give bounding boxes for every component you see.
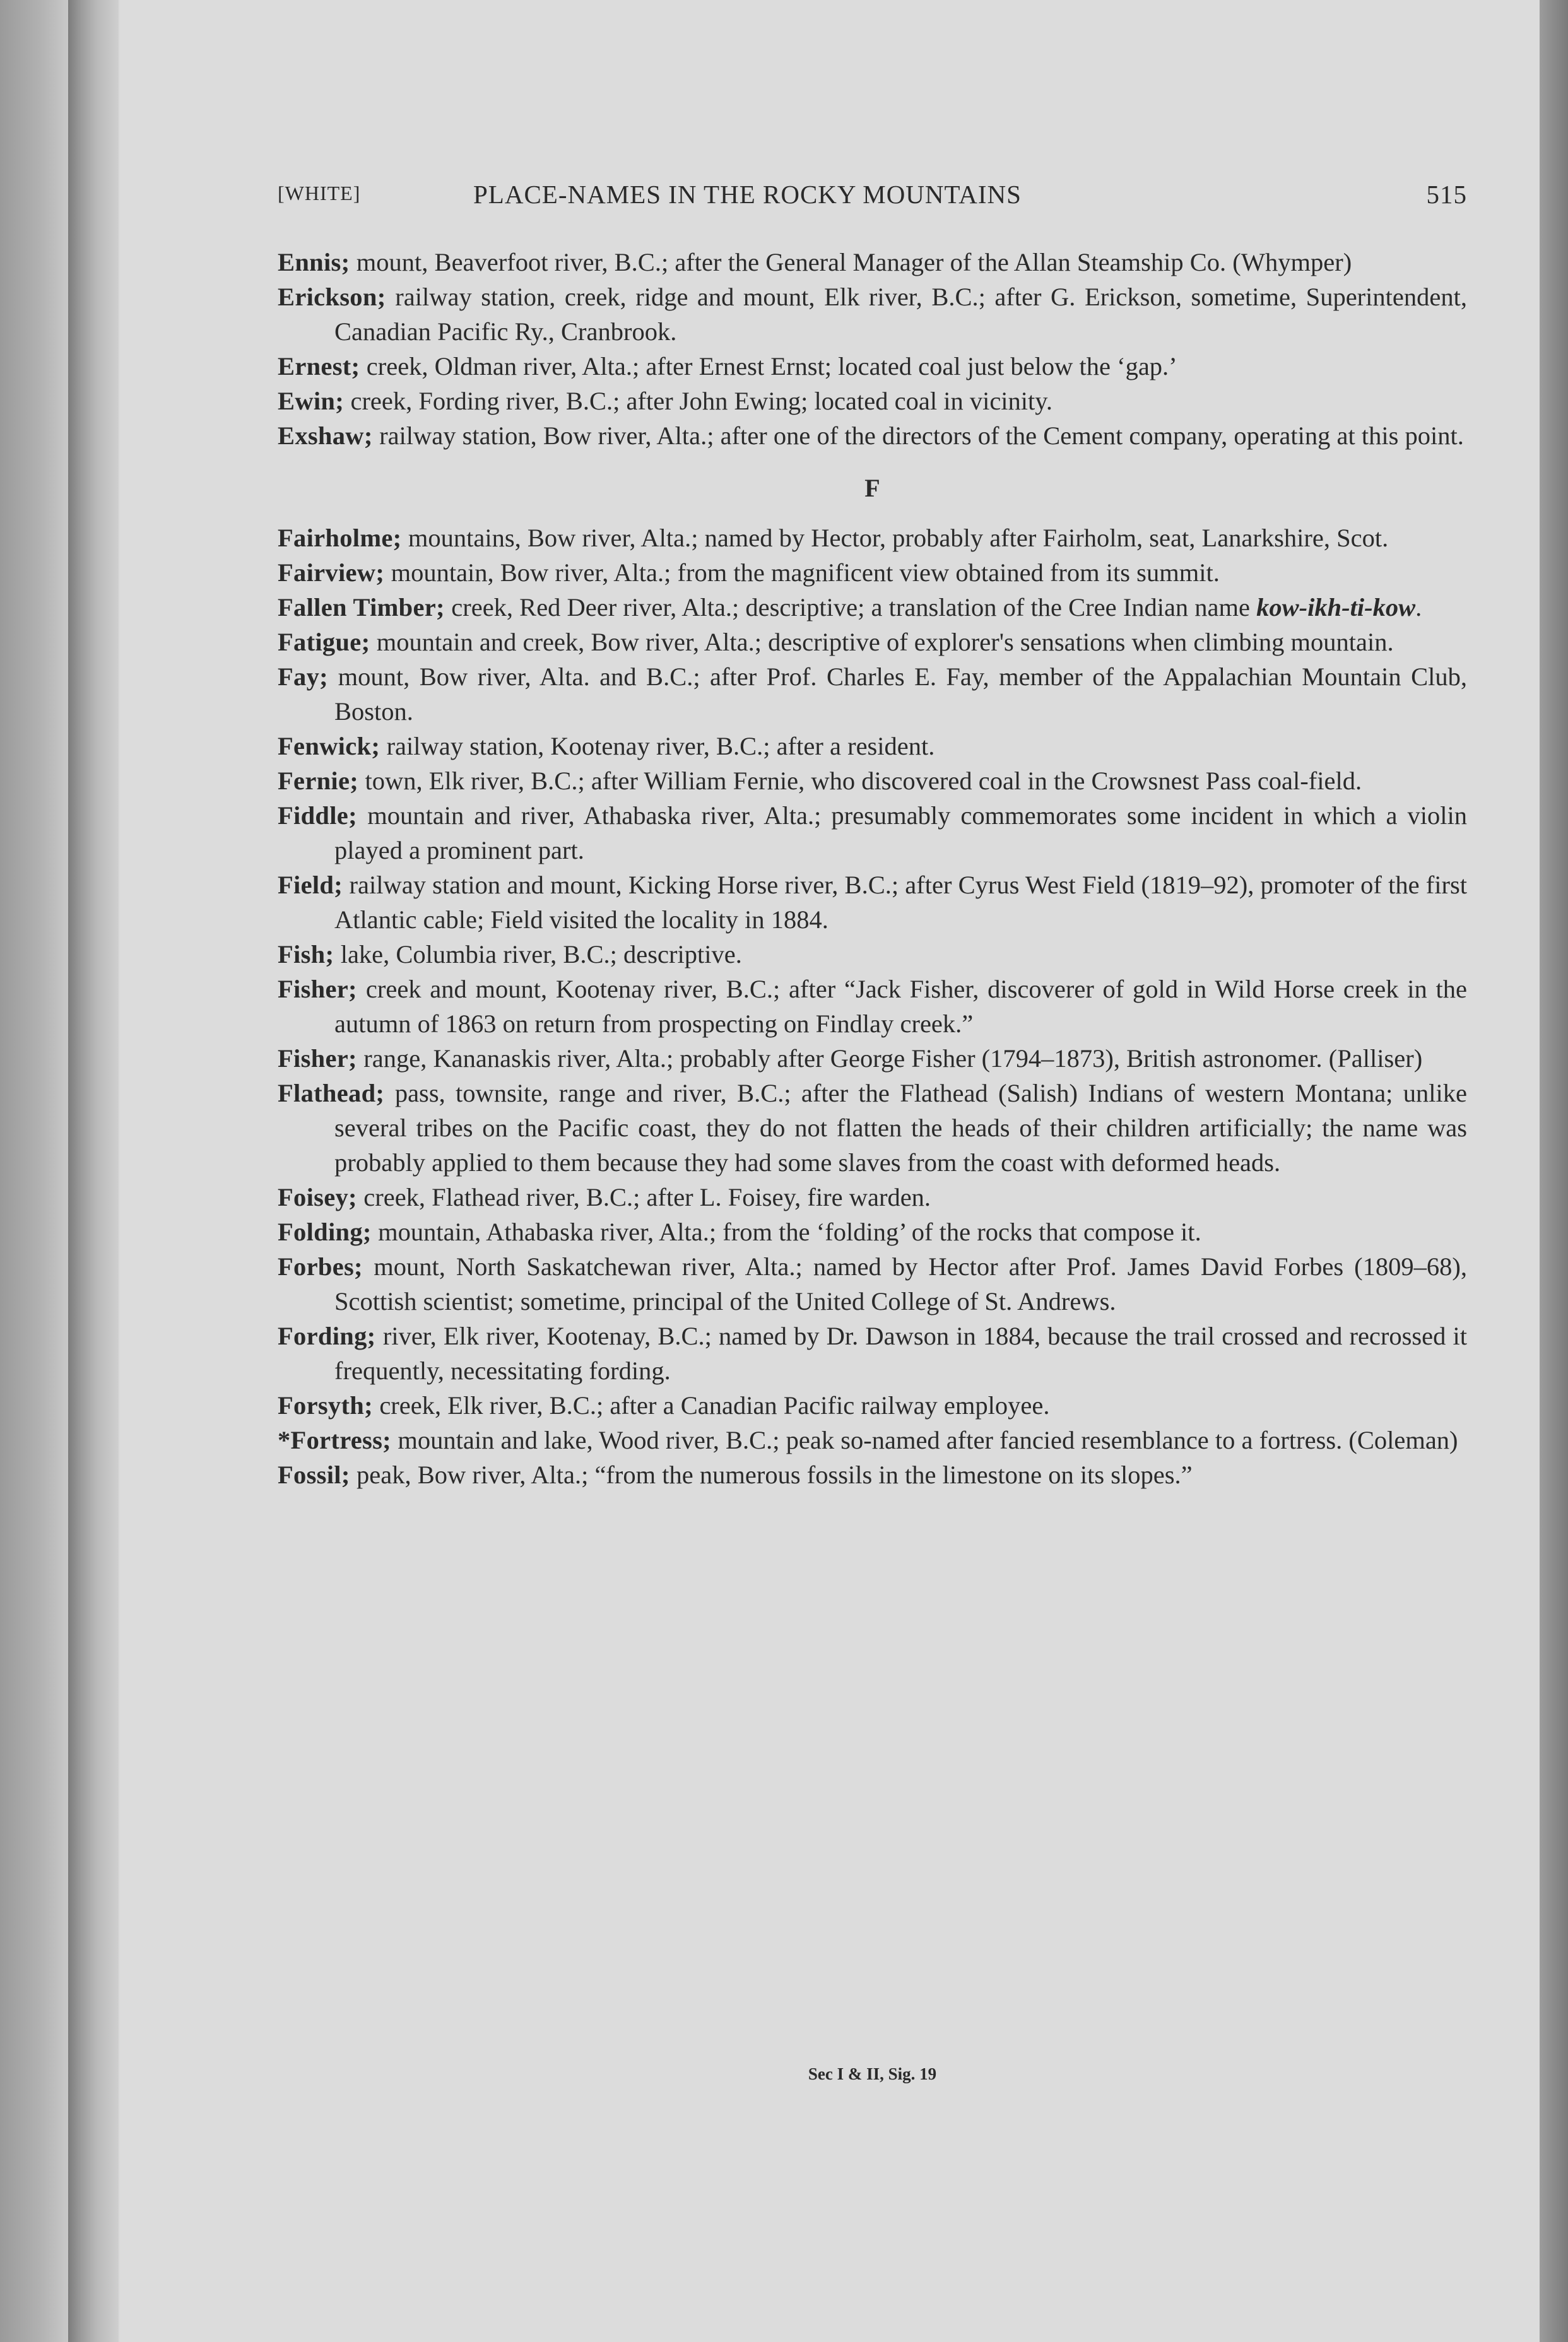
entry-separator: ; bbox=[348, 801, 368, 830]
entry-description: creek, Fording river, B.C.; after John Ewing; located coal in vicinity. bbox=[350, 387, 1053, 415]
entry-description: mountain and river, Athabaska river, Alta.; presumably commemorates some incident in which a violin played a prominent part. bbox=[334, 801, 1467, 864]
entry-separator: ; bbox=[363, 421, 380, 450]
place-name-entry bbox=[278, 1180, 1467, 1215]
entry-headword: Fernie bbox=[278, 767, 350, 795]
place-name-entry bbox=[278, 625, 1467, 659]
entry-description: lake, Columbia river, B.C.; descriptive. bbox=[340, 940, 742, 968]
entry-description: river, Elk river, Kootenay, B.C.; named by Dr. Dawson in 1884, because the trail crossed and recrossed it frequently, necessitating fording. bbox=[334, 1322, 1467, 1385]
entry-separator: ; bbox=[341, 1461, 357, 1489]
place-name-entry bbox=[278, 659, 1467, 729]
entry-headword: Exshaw bbox=[278, 421, 364, 450]
entry-separator: ; bbox=[350, 767, 365, 795]
entry-description: mountains, Bow river, Alta.; named by Hector, probably after Fairholm, seat, Lanarkshire, Scot. bbox=[408, 524, 1389, 552]
place-name-entry bbox=[278, 1041, 1467, 1076]
entry-headword: Fisher bbox=[278, 1044, 349, 1073]
running-head bbox=[278, 164, 1467, 208]
entry-trailing-punctuation: . bbox=[1415, 593, 1422, 621]
section-letter: F bbox=[864, 474, 880, 502]
entry-description: mount, North Saskatchewan river, Alta.; named by Hector after Prof. James David Forbes (1809–68), Scottish scientist; sometime, principal of the United College of St. Andrews. bbox=[334, 1252, 1467, 1315]
place-name-entry bbox=[278, 729, 1467, 763]
entry-separator: ; bbox=[348, 975, 366, 1003]
entry-headword: Fording bbox=[278, 1322, 367, 1350]
gazetteer-entries bbox=[278, 245, 1467, 1492]
entry-description: town, Elk river, B.C.; after William Fernie, who discovered coal in the Crowsnest Pass coal-field. bbox=[365, 767, 1362, 795]
place-name-entry bbox=[278, 1076, 1467, 1180]
place-name-entry bbox=[278, 1249, 1467, 1319]
place-name-entry bbox=[278, 280, 1467, 349]
entry-headword: Field bbox=[278, 871, 334, 899]
entries-e bbox=[278, 245, 1467, 453]
entry-description: range, Kananaskis river, Alta.; probably after George Fisher (1794–1873), British astronomer. (Palliser) bbox=[363, 1044, 1423, 1073]
entry-headword: Fenwick bbox=[278, 732, 372, 760]
running-head-author: [WHITE] bbox=[278, 182, 361, 204]
entry-headword: Fairholme bbox=[278, 524, 393, 552]
place-name-entry bbox=[278, 521, 1467, 555]
entry-headword: Fiddle bbox=[278, 801, 349, 830]
printer-signature: Sec I & II, Sig. 19 bbox=[808, 2064, 937, 2083]
page-number: 515 bbox=[1426, 180, 1467, 209]
entry-description: railway station, creek, ridge and mount, Elk river, B.C.; after G. Erickson, sometime, Superintendent, Canadian Pacific Ry., Cranbrook. bbox=[334, 283, 1467, 346]
entry-headword: Folding bbox=[278, 1218, 363, 1246]
entry-description: railway station, Kootenay river, B.C.; after a resident. bbox=[386, 732, 935, 760]
entry-description: creek and mount, Kootenay river, B.C.; after “Jack Fisher, discoverer of gold in Wild Horse creek in the autumn of 1863 on return from prospecting on Findlay creek.” bbox=[334, 975, 1467, 1038]
entry-separator: ; bbox=[367, 1322, 383, 1350]
entry-headword: Fairview bbox=[278, 558, 376, 587]
place-name-entry bbox=[278, 555, 1467, 590]
entry-separator: ; bbox=[361, 628, 377, 656]
place-name-entry bbox=[278, 590, 1467, 625]
entry-separator: ; bbox=[382, 1426, 398, 1454]
entry-separator: ; bbox=[325, 940, 341, 968]
place-name-entry bbox=[278, 1319, 1467, 1388]
page-text-block bbox=[278, 164, 1467, 2083]
entry-headword: Erickson bbox=[278, 283, 377, 311]
entry-description: mountain and creek, Bow river, Alta.; descriptive of explorer's sensations when climbing mountain. bbox=[376, 628, 1394, 656]
place-name-entry bbox=[278, 972, 1467, 1041]
entry-separator: ; bbox=[364, 1391, 380, 1420]
entry-separator: ; bbox=[354, 1252, 374, 1281]
place-name-entry bbox=[278, 763, 1467, 798]
entry-headword: Ernest bbox=[278, 352, 351, 380]
book-page bbox=[120, 0, 1540, 2342]
entry-description: creek, Flathead river, B.C.; after L. Foisey, fire warden. bbox=[363, 1183, 931, 1211]
entry-headword: Forsyth bbox=[278, 1391, 365, 1420]
entry-headword: Foisey bbox=[278, 1183, 349, 1211]
entry-separator: ; bbox=[341, 248, 357, 276]
place-name-entry bbox=[278, 418, 1467, 453]
book-binding-edge bbox=[68, 0, 119, 2342]
entry-headword: Fish bbox=[278, 940, 326, 968]
entry-description: railway station, Bow river, Alta.; after one of the directors of the Cement company, operating at this point. bbox=[379, 421, 1464, 450]
entry-description: mount, Beaverfoot river, B.C.; after the General Manager of the Allan Steamship Co. (Whymper) bbox=[356, 248, 1352, 276]
entry-headword: Fatigue bbox=[278, 628, 362, 656]
entry-description: creek, Elk river, B.C.; after a Canadian Pacific railway employee. bbox=[379, 1391, 1050, 1420]
entry-separator: ; bbox=[375, 558, 391, 587]
entry-headword: Fay bbox=[278, 662, 320, 691]
entry-separator: ; bbox=[371, 732, 387, 760]
place-name-entry bbox=[278, 1457, 1467, 1492]
entry-description: peak, Bow river, Alta.; “from the numerous fossils in the limestone on its slopes.” bbox=[357, 1461, 1193, 1489]
entry-separator: ; bbox=[351, 352, 367, 380]
entry-separator: ; bbox=[436, 593, 452, 621]
running-head-title: PLACE-NAMES IN THE ROCKY MOUNTAINS bbox=[473, 180, 1022, 209]
entry-separator: ; bbox=[348, 1044, 364, 1073]
entry-separator: ; bbox=[392, 524, 408, 552]
entry-description: mountain, Bow river, Alta.; from the magnificent view obtained from its summit. bbox=[391, 558, 1220, 587]
place-name-entry bbox=[278, 1215, 1467, 1249]
place-name-entry bbox=[278, 1388, 1467, 1423]
entry-headword: *Fortress bbox=[278, 1426, 383, 1454]
entry-headword: Flathead bbox=[278, 1079, 376, 1107]
entry-separator: ; bbox=[362, 1218, 379, 1246]
entry-separator: ; bbox=[319, 662, 338, 691]
entry-headword: Ennis bbox=[278, 248, 341, 276]
place-name-entry bbox=[278, 349, 1467, 384]
entry-description: mountain, Athabaska river, Alta.; from the ‘folding’ of the rocks that compose it. bbox=[378, 1218, 1201, 1246]
entry-separator: ; bbox=[377, 283, 396, 311]
entry-separator: ; bbox=[348, 1183, 364, 1211]
entry-description: mount, Bow river, Alta. and B.C.; after Prof. Charles E. Fay, member of the Appalachian Mountain Club, Boston. bbox=[334, 662, 1467, 726]
entry-description: railway station and mount, Kicking Horse river, B.C.; after Cyrus West Field (1819–92), promoter of the first Atlantic cable; Field visited the locality in 1884. bbox=[334, 871, 1467, 934]
place-name-entry bbox=[278, 868, 1467, 937]
entries-f bbox=[278, 521, 1467, 1492]
entry-description: creek, Red Deer river, Alta.; descriptive; a translation of the Cree Indian name bbox=[451, 593, 1257, 621]
entry-headword: Ewin bbox=[278, 387, 336, 415]
entry-separator: ; bbox=[335, 387, 351, 415]
entry-headword: Fisher bbox=[278, 975, 349, 1003]
entry-separator: ; bbox=[334, 871, 350, 899]
entry-description: mountain and lake, Wood river, B.C.; peak so-named after fancied resemblance to a fortress. (Coleman) bbox=[398, 1426, 1458, 1454]
entry-description: pass, townsite, range and river, B.C.; after the Flathead (Salish) Indians of western Montana; unlike several tribes on the Pacific coast, they do not flatten the heads of their children artificially; the name was probably applied to them because they had some slaves from the coast with deformed heads. bbox=[334, 1079, 1467, 1177]
place-name-entry bbox=[278, 798, 1467, 868]
place-name-entry bbox=[278, 937, 1467, 972]
entry-separator: ; bbox=[375, 1079, 395, 1107]
entry-description: creek, Oldman river, Alta.; after Ernest Ernst; located coal just below the ‘gap.’ bbox=[366, 352, 1177, 380]
entry-headword: Fallen Timber bbox=[278, 593, 437, 621]
place-name-entry bbox=[278, 245, 1467, 280]
place-name-entry bbox=[278, 384, 1467, 418]
entry-headword: Forbes bbox=[278, 1252, 355, 1281]
place-name-entry bbox=[278, 1423, 1467, 1457]
entry-headword: Fossil bbox=[278, 1461, 341, 1489]
entry-native-name: kow-ikh-ti-kow bbox=[1256, 593, 1416, 621]
